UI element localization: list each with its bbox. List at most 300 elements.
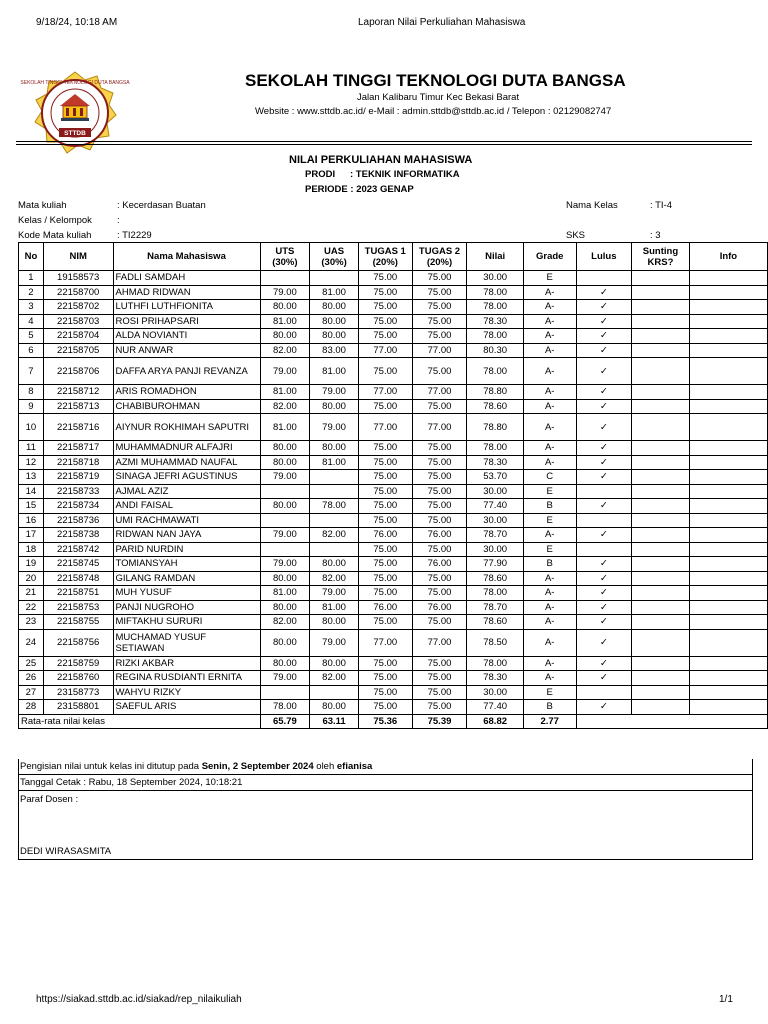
- cell-lulus: ✓: [576, 615, 632, 630]
- cell-lulus: ✓: [576, 671, 632, 686]
- table-row: [19, 414, 768, 441]
- cell-uas: 81.00: [310, 455, 359, 470]
- cell-nim: 22158745: [43, 557, 113, 572]
- table-row: [19, 329, 768, 344]
- cell-uas: 81.00: [310, 600, 359, 615]
- cell-uts: [260, 484, 310, 499]
- nama-kelas-value: : TI-4: [650, 200, 672, 211]
- cell-nilai: 78.00: [467, 656, 524, 671]
- institution-address: Jalan Kalibaru Timur Kec Bekasi Barat: [357, 92, 520, 103]
- cell-uas: 82.00: [310, 528, 359, 543]
- col-nama: Nama Mahasiswa: [113, 243, 260, 271]
- cell-uas: 80.00: [310, 615, 359, 630]
- cell-grade: A-: [523, 615, 576, 630]
- cell-sunting: [632, 285, 690, 300]
- cell-no: 16: [19, 513, 44, 528]
- cell-uts: 79.00: [260, 285, 310, 300]
- cell-sunting: [632, 414, 690, 441]
- cell-nama: MUH YUSUF: [113, 586, 260, 601]
- cell-uts: 80.00: [260, 600, 310, 615]
- cell-tugas2: 75.00: [412, 470, 467, 485]
- cell-info: [689, 600, 767, 615]
- cell-lulus: ✓: [576, 399, 632, 414]
- cell-sunting: [632, 615, 690, 630]
- table-row: [19, 671, 768, 686]
- cell-info: [689, 285, 767, 300]
- cell-nama: ROSI PRIHAPSARI: [113, 314, 260, 329]
- average-uts: 65.79: [260, 714, 310, 729]
- cell-no: 4: [19, 314, 44, 329]
- cell-no: 25: [19, 656, 44, 671]
- cell-tugas1: 75.00: [358, 329, 412, 344]
- cell-grade: A-: [523, 314, 576, 329]
- cell-tugas2: 75.00: [412, 441, 467, 456]
- print-datetime: 9/18/24, 10:18 AM: [36, 17, 118, 28]
- table-row: [19, 470, 768, 485]
- cell-no: 19: [19, 557, 44, 572]
- cell-uas: 80.00: [310, 700, 359, 715]
- cell-no: 27: [19, 685, 44, 700]
- report-title: NILAI PERKULIAHAN MAHASISWA: [289, 154, 473, 166]
- cell-grade: E: [523, 271, 576, 286]
- cell-tugas1: 75.00: [358, 399, 412, 414]
- sks-value: : 3: [650, 230, 661, 241]
- cell-no: 9: [19, 399, 44, 414]
- cell-nilai: 53.70: [467, 470, 524, 485]
- cell-grade: C: [523, 470, 576, 485]
- cell-no: 28: [19, 700, 44, 715]
- cell-nilai: 78.30: [467, 314, 524, 329]
- cell-grade: A-: [523, 455, 576, 470]
- sks-label: SKS: [566, 230, 586, 241]
- cell-tugas1: 77.00: [358, 343, 412, 358]
- cell-lulus: ✓: [576, 314, 632, 329]
- cell-grade: A-: [523, 441, 576, 456]
- cell-tugas2: 75.00: [412, 455, 467, 470]
- cell-nama: ANDI FAISAL: [113, 499, 260, 514]
- cell-nilai: 78.00: [467, 586, 524, 601]
- average-label: Rata-rata nilai kelas: [19, 714, 261, 729]
- table-row: [19, 629, 768, 656]
- table-row: [19, 542, 768, 557]
- cell-no: 1: [19, 271, 44, 286]
- cell-tugas1: 77.00: [358, 414, 412, 441]
- cell-grade: A-: [523, 671, 576, 686]
- cell-lulus: [576, 542, 632, 557]
- cell-nim: 22158703: [43, 314, 113, 329]
- table-row: [19, 700, 768, 715]
- cell-lulus: ✓: [576, 358, 632, 385]
- cell-uts: 79.00: [260, 557, 310, 572]
- cell-uas: [310, 470, 359, 485]
- cell-uas: 78.00: [310, 499, 359, 514]
- table-row: [19, 615, 768, 630]
- col-sunting: Sunting KRS?: [632, 243, 690, 271]
- cell-lulus: ✓: [576, 571, 632, 586]
- cell-no: 12: [19, 455, 44, 470]
- cell-uas: 80.00: [310, 329, 359, 344]
- cell-tugas2: 77.00: [412, 629, 467, 656]
- cell-sunting: [632, 329, 690, 344]
- cell-lulus: ✓: [576, 700, 632, 715]
- cell-info: [689, 414, 767, 441]
- cell-info: [689, 484, 767, 499]
- cell-lulus: ✓: [576, 385, 632, 400]
- cell-nilai: 78.00: [467, 285, 524, 300]
- cell-grade: A-: [523, 343, 576, 358]
- cell-info: [689, 513, 767, 528]
- cell-nim: 23158773: [43, 685, 113, 700]
- table-row: [19, 441, 768, 456]
- cell-nilai: 78.00: [467, 358, 524, 385]
- cell-grade: E: [523, 484, 576, 499]
- cell-tugas1: 75.00: [358, 542, 412, 557]
- cell-grade: B: [523, 499, 576, 514]
- cell-nama: RIDWAN NAN JAYA: [113, 528, 260, 543]
- cell-nim: 22158755: [43, 615, 113, 630]
- cell-tugas2: 75.00: [412, 300, 467, 315]
- cell-tugas2: 75.00: [412, 571, 467, 586]
- logo-text: STTDB: [64, 130, 86, 137]
- cell-uas: [310, 513, 359, 528]
- cell-nama: WAHYU RIZKY: [113, 685, 260, 700]
- cell-nama: AJMAL AZIZ: [113, 484, 260, 499]
- cell-tugas2: 75.00: [412, 615, 467, 630]
- col-grade: Grade: [523, 243, 576, 271]
- cell-nilai: 78.00: [467, 300, 524, 315]
- cell-no: 13: [19, 470, 44, 485]
- col-nilai: Nilai: [467, 243, 524, 271]
- grade-table: [18, 242, 768, 729]
- cell-info: [689, 455, 767, 470]
- cell-no: 21: [19, 586, 44, 601]
- cell-tugas1: 76.00: [358, 600, 412, 615]
- cell-uas: 83.00: [310, 343, 359, 358]
- cell-uas: 79.00: [310, 414, 359, 441]
- cell-uas: 81.00: [310, 358, 359, 385]
- cell-info: [689, 399, 767, 414]
- cell-nim: 22158738: [43, 528, 113, 543]
- cell-grade: E: [523, 513, 576, 528]
- cell-tugas1: 75.00: [358, 586, 412, 601]
- cell-nama: SAEFUL ARIS: [113, 700, 260, 715]
- cell-sunting: [632, 499, 690, 514]
- cell-nilai: 30.00: [467, 542, 524, 557]
- cell-nilai: 30.00: [467, 271, 524, 286]
- cell-uas: 82.00: [310, 671, 359, 686]
- cell-lulus: ✓: [576, 285, 632, 300]
- cell-tugas1: 75.00: [358, 314, 412, 329]
- col-tugas1: TUGAS 1 (20%): [358, 243, 412, 271]
- cell-lulus: [576, 484, 632, 499]
- cell-grade: A-: [523, 285, 576, 300]
- cell-info: [689, 685, 767, 700]
- print-url: https://siakad.sttdb.ac.id/siakad/rep_nilaikuliah: [36, 994, 242, 1005]
- cell-tugas2: 76.00: [412, 557, 467, 572]
- cell-uas: 80.00: [310, 656, 359, 671]
- cell-info: [689, 329, 767, 344]
- cell-uas: 79.00: [310, 385, 359, 400]
- cell-nama: GILANG RAMDAN: [113, 571, 260, 586]
- cell-tugas2: 77.00: [412, 385, 467, 400]
- cell-grade: A-: [523, 629, 576, 656]
- cell-uas: 79.00: [310, 586, 359, 601]
- cell-tugas2: 75.00: [412, 271, 467, 286]
- cell-uts: 79.00: [260, 528, 310, 543]
- cell-sunting: [632, 484, 690, 499]
- cell-lulus: ✓: [576, 528, 632, 543]
- cell-nama: RIZKI AKBAR: [113, 656, 260, 671]
- table-row: [19, 343, 768, 358]
- cell-sunting: [632, 513, 690, 528]
- table-row: [19, 314, 768, 329]
- cell-sunting: [632, 629, 690, 656]
- cell-grade: A-: [523, 528, 576, 543]
- cell-info: [689, 571, 767, 586]
- cell-uas: 80.00: [310, 557, 359, 572]
- cell-info: [689, 343, 767, 358]
- print-date: Tanggal Cetak : Rabu, 18 September 2024, 10:18:21: [19, 775, 752, 791]
- cell-tugas1: 75.00: [358, 441, 412, 456]
- cell-grade: A-: [523, 300, 576, 315]
- cell-uts: 81.00: [260, 314, 310, 329]
- cell-tugas2: 75.00: [412, 314, 467, 329]
- cell-sunting: [632, 385, 690, 400]
- cell-lulus: ✓: [576, 586, 632, 601]
- cell-info: [689, 314, 767, 329]
- cell-info: [689, 385, 767, 400]
- kelas-value: :: [117, 215, 120, 226]
- cell-nilai: 77.40: [467, 700, 524, 715]
- cell-tugas2: 76.00: [412, 528, 467, 543]
- cell-tugas1: 75.00: [358, 271, 412, 286]
- cell-nim: 22158753: [43, 600, 113, 615]
- cell-nim: 22158706: [43, 358, 113, 385]
- cell-sunting: [632, 600, 690, 615]
- cell-no: 22: [19, 600, 44, 615]
- footer-box: [18, 759, 753, 860]
- cell-tugas2: 75.00: [412, 499, 467, 514]
- cell-nilai: 80.30: [467, 343, 524, 358]
- cell-sunting: [632, 586, 690, 601]
- cell-nim: 22158742: [43, 542, 113, 557]
- cell-nama: REGINA RUSDIANTI ERNITA: [113, 671, 260, 686]
- table-row: [19, 499, 768, 514]
- cell-nilai: 78.00: [467, 441, 524, 456]
- cell-nim: 22158717: [43, 441, 113, 456]
- cell-sunting: [632, 656, 690, 671]
- cell-sunting: [632, 358, 690, 385]
- cell-grade: A-: [523, 571, 576, 586]
- cell-nim: 22158719: [43, 470, 113, 485]
- cell-nilai: 78.30: [467, 671, 524, 686]
- cell-no: 8: [19, 385, 44, 400]
- cell-nilai: 30.00: [467, 513, 524, 528]
- cell-nama: PARID NURDIN: [113, 542, 260, 557]
- cell-sunting: [632, 455, 690, 470]
- cell-uts: 82.00: [260, 343, 310, 358]
- cell-info: [689, 470, 767, 485]
- header-divider: [16, 141, 752, 142]
- cell-info: [689, 499, 767, 514]
- col-uts: UTS (30%): [260, 243, 310, 271]
- cell-nim: 22158700: [43, 285, 113, 300]
- cell-sunting: [632, 571, 690, 586]
- cell-nama: AIYNUR ROKHIMAH SAPUTRI: [113, 414, 260, 441]
- table-row: [19, 600, 768, 615]
- cell-lulus: ✓: [576, 600, 632, 615]
- prodi-label: PRODI: [305, 169, 336, 180]
- col-tugas2: TUGAS 2 (20%): [412, 243, 467, 271]
- cell-no: 7: [19, 358, 44, 385]
- cell-nim: 19158573: [43, 271, 113, 286]
- cell-no: 11: [19, 441, 44, 456]
- cell-lulus: ✓: [576, 499, 632, 514]
- cell-nama: AHMAD RIDWAN: [113, 285, 260, 300]
- cell-nilai: 78.60: [467, 571, 524, 586]
- cell-nim: 22158734: [43, 499, 113, 514]
- cell-uts: 80.00: [260, 656, 310, 671]
- cell-no: 17: [19, 528, 44, 543]
- cell-nilai: 30.00: [467, 685, 524, 700]
- cell-grade: A-: [523, 586, 576, 601]
- cell-nim: 22158760: [43, 671, 113, 686]
- logo-ring-text: SEKOLAH TINGGI TEKNOLOGI DUTA BANGSA: [20, 80, 130, 86]
- cell-info: [689, 300, 767, 315]
- cell-nim: 22158718: [43, 455, 113, 470]
- cell-uts: [260, 271, 310, 286]
- cell-nama: TOMIANSYAH: [113, 557, 260, 572]
- cell-tugas2: 75.00: [412, 399, 467, 414]
- cell-tugas1: 75.00: [358, 499, 412, 514]
- cell-tugas1: 75.00: [358, 300, 412, 315]
- cell-tugas2: 75.00: [412, 329, 467, 344]
- cell-uts: 80.00: [260, 300, 310, 315]
- cell-uts: 80.00: [260, 571, 310, 586]
- cell-no: 5: [19, 329, 44, 344]
- table-row: [19, 557, 768, 572]
- col-lulus: Lulus: [576, 243, 632, 271]
- print-page-number: 1/1: [719, 994, 733, 1005]
- cell-nilai: 78.00: [467, 329, 524, 344]
- institution-contact: Website : www.sttdb.ac.id/ e-Mail : admin.sttdb@sttdb.ac.id / Telepon : 02129082747: [255, 106, 612, 117]
- cell-nama: MIFTAKHU SURURI: [113, 615, 260, 630]
- table-row: [19, 484, 768, 499]
- cell-lulus: ✓: [576, 656, 632, 671]
- cell-uts: 79.00: [260, 671, 310, 686]
- average-uas: 63.11: [310, 714, 359, 729]
- cell-grade: A-: [523, 656, 576, 671]
- cell-uas: [310, 685, 359, 700]
- cell-tugas2: 76.00: [412, 600, 467, 615]
- cell-grade: B: [523, 557, 576, 572]
- cell-grade: A-: [523, 329, 576, 344]
- cell-tugas2: 75.00: [412, 685, 467, 700]
- cell-nilai: 77.40: [467, 499, 524, 514]
- mk-label: Mata kuliah: [18, 200, 67, 211]
- cell-nim: 22158705: [43, 343, 113, 358]
- cell-info: [689, 542, 767, 557]
- cell-no: 24: [19, 629, 44, 656]
- cell-nim: 22158751: [43, 586, 113, 601]
- cell-lulus: ✓: [576, 329, 632, 344]
- cell-tugas1: 75.00: [358, 455, 412, 470]
- kelas-label: Kelas / Kelompok: [18, 215, 92, 226]
- cell-lulus: ✓: [576, 455, 632, 470]
- cell-info: [689, 656, 767, 671]
- col-no: No: [19, 243, 44, 271]
- header-divider: [16, 144, 752, 145]
- average-tugas1: 75.36: [358, 714, 412, 729]
- cell-nilai: 77.90: [467, 557, 524, 572]
- cell-uts: [260, 542, 310, 557]
- cell-sunting: [632, 300, 690, 315]
- cell-tugas1: 75.00: [358, 615, 412, 630]
- cell-tugas2: 75.00: [412, 586, 467, 601]
- cell-uts: 82.00: [260, 399, 310, 414]
- table-row: [19, 399, 768, 414]
- cell-nim: 22158748: [43, 571, 113, 586]
- table-row: [19, 528, 768, 543]
- table-row: [19, 656, 768, 671]
- cell-uas: 82.00: [310, 571, 359, 586]
- cell-sunting: [632, 542, 690, 557]
- cell-no: 18: [19, 542, 44, 557]
- cell-nama: DAFFA ARYA PANJI REVANZA: [113, 358, 260, 385]
- cell-nim: 22158756: [43, 629, 113, 656]
- cell-info: [689, 557, 767, 572]
- cell-uts: 82.00: [260, 615, 310, 630]
- cell-info: [689, 441, 767, 456]
- cell-nim: 23158801: [43, 700, 113, 715]
- cell-tugas1: 75.00: [358, 513, 412, 528]
- mk-value: : Kecerdasan Buatan: [117, 200, 206, 211]
- cell-info: [689, 358, 767, 385]
- cell-no: 26: [19, 671, 44, 686]
- cell-nilai: 78.70: [467, 528, 524, 543]
- cell-nama: CHABIBUROHMAN: [113, 399, 260, 414]
- cell-uts: 79.00: [260, 470, 310, 485]
- cell-no: 10: [19, 414, 44, 441]
- cell-nilai: 78.30: [467, 455, 524, 470]
- cell-nim: 22158733: [43, 484, 113, 499]
- cell-nilai: 78.60: [467, 399, 524, 414]
- cell-lulus: ✓: [576, 557, 632, 572]
- cell-nama: ALDA NOVIANTI: [113, 329, 260, 344]
- col-info: Info: [689, 243, 767, 271]
- cell-uas: 81.00: [310, 285, 359, 300]
- cell-tugas1: 75.00: [358, 700, 412, 715]
- cell-nim: 22158712: [43, 385, 113, 400]
- cell-uts: 80.00: [260, 455, 310, 470]
- cell-lulus: [576, 271, 632, 286]
- cell-tugas1: 75.00: [358, 671, 412, 686]
- cell-tugas2: 75.00: [412, 484, 467, 499]
- cell-uas: 79.00: [310, 629, 359, 656]
- cell-uts: 81.00: [260, 586, 310, 601]
- cell-tugas2: 75.00: [412, 513, 467, 528]
- table-row: [19, 586, 768, 601]
- table-row: [19, 358, 768, 385]
- cell-uts: 81.00: [260, 414, 310, 441]
- cell-nim: 22158713: [43, 399, 113, 414]
- cell-uts: 78.00: [260, 700, 310, 715]
- dosen-name: DEDI WIRASASMITA: [20, 846, 112, 857]
- cell-tugas2: 75.00: [412, 542, 467, 557]
- nama-kelas-label: Nama Kelas: [566, 200, 618, 211]
- cell-info: [689, 671, 767, 686]
- cell-grade: A-: [523, 399, 576, 414]
